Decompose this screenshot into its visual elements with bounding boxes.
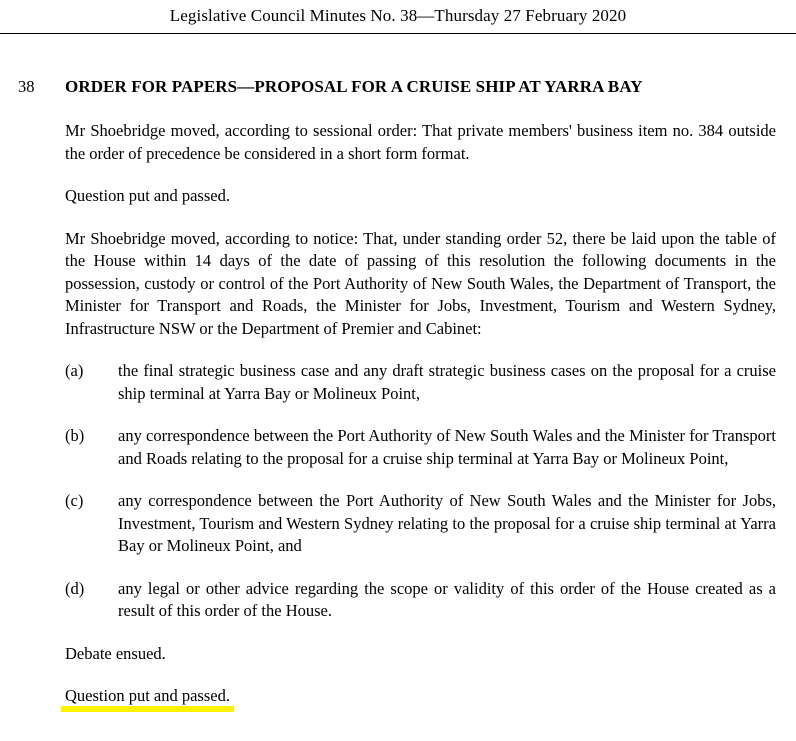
- item-title: ORDER FOR PAPERS—PROPOSAL FOR A CRUISE SHIP AT YARRA BAY: [65, 77, 643, 96]
- list-item: [65, 490, 776, 558]
- paragraph-debate-ensued: Debate ensued.: [65, 643, 166, 663]
- list-item-label: (b): [65, 426, 85, 445]
- list-item-label: (a): [65, 361, 84, 380]
- paragraph-question-passed-2: [65, 685, 776, 708]
- list-item-text: any legal or other advice regarding the scope or validity of this order of the House created as a result of this order of the House.: [118, 578, 776, 620]
- list-item-text: the final strategic business case and any draft strategic business cases on the proposal for a cruise ship terminal at Yarra Bay or Molineux Point,: [118, 361, 776, 403]
- list-item-text: any correspondence between the Port Authority of New South Wales and the Minister for Jobs, Investment, Tourism and Western Sydney relating to the proposal for a cruise ship terminal at Yarra Bay or Molineux Point, and: [118, 491, 776, 555]
- yellow-highlight-mark: [61, 706, 234, 712]
- minute-item: [18, 76, 778, 716]
- paragraph-question-passed-1: Question put and passed.: [65, 186, 230, 205]
- header-divider: [0, 33, 796, 34]
- paragraph-motion-sessional: Mr Shoebridge moved, according to sessional order: That private members' business item no. 384 outside the order of precedence be considered in a short form format.: [65, 121, 776, 163]
- item-number: 38: [18, 77, 35, 96]
- item-content: [65, 76, 778, 716]
- document-body: [0, 76, 796, 716]
- list-item: [65, 425, 776, 470]
- highlighted-phrase-text: Question put and passed.: [65, 686, 230, 705]
- page-header: [0, 0, 796, 26]
- ordered-documents-list: [65, 360, 776, 623]
- list-item-text: any correspondence between the Port Authority of New South Wales and the Minister for Transport and Roads relating to the proposal for a cruise ship terminal at Yarra Bay or Molineux Point,: [118, 426, 776, 468]
- list-item: [65, 578, 776, 623]
- list-item-label: (c): [65, 491, 84, 510]
- list-item: [65, 360, 776, 405]
- highlighted-phrase: [65, 685, 230, 708]
- list-item-label: (d): [65, 578, 85, 598]
- paragraph-motion-notice: Mr Shoebridge moved, according to notice: That, under standing order 52, there be laid upon the table of the House within 14 days of the date of passing of this resolution the following documents in the possession, custody or control of the Port Authority of New South Wales, the Department of Transport, the Minister for Transport and Roads, the Minister for Jobs, Investment, Tourism and Western Sydney, Infrastructure NSW or the Department of Premier and Cabinet:: [65, 228, 776, 338]
- running-title: Legislative Council Minutes No. 38—Thursday 27 February 2020: [169, 6, 627, 25]
